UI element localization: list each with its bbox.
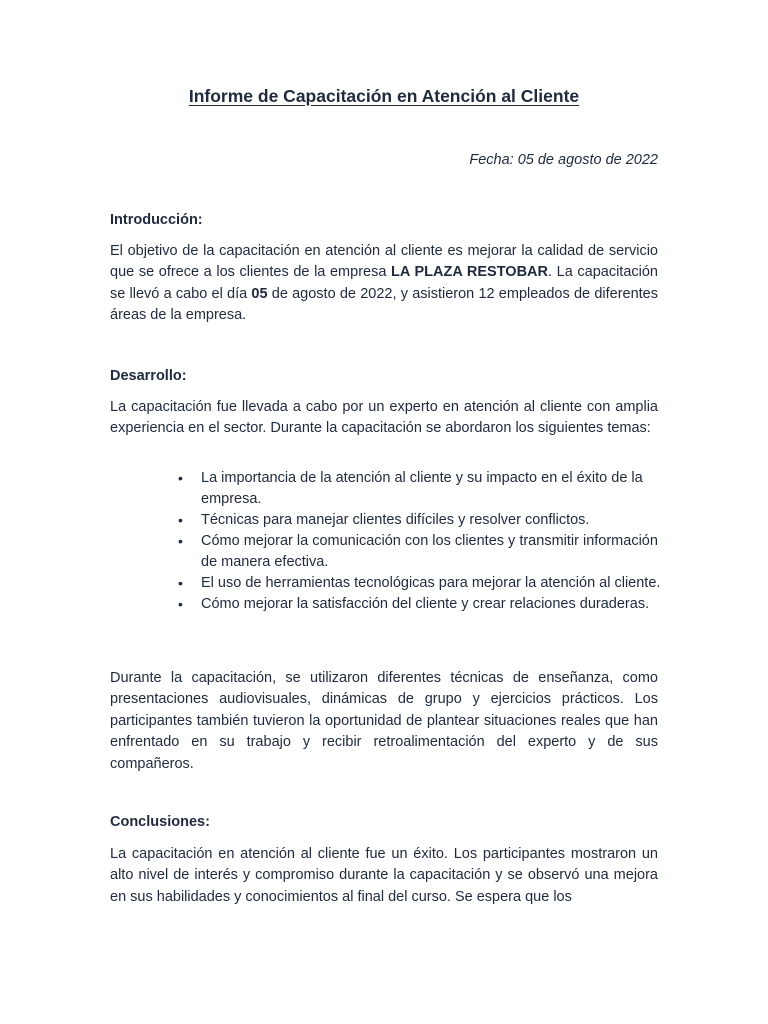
- topic-text: Técnicas para manejar clientes difíciles y resolver conflictos.: [201, 512, 590, 528]
- bullet-icon: •: [178, 470, 183, 486]
- conclusiones-heading: Conclusiones:: [110, 814, 210, 830]
- list-item: [178, 510, 668, 531]
- bullet-icon: •: [178, 575, 183, 591]
- introduccion-text-3: de agosto de 2022, y asistieron 12 empleados de diferentes áreas de la empresa.: [110, 285, 658, 324]
- bullet-icon: •: [178, 596, 183, 612]
- topic-text: El uso de herramientas tecnológicas para mejorar la atención al cliente.: [201, 575, 661, 591]
- introduccion-paragraph: [110, 241, 658, 327]
- bullet-icon: •: [178, 512, 183, 528]
- introduccion-text-1: El objetivo de la capacitación en atención al cliente es mejorar la calidad de servicio que se ofrece a los clientes de la empresa: [110, 243, 658, 281]
- conclusiones-paragraph: La capacitación en atención al cliente fue un éxito. Los participantes mostraron un alto nivel de interés y compromiso durante la capacitación y se observó una mejora en sus habilidades y conocimientos al final del curso. Se espera que los: [110, 846, 658, 905]
- training-day: 05: [251, 285, 268, 302]
- topic-text: La importancia de la atención al cliente y su impacto en el éxito de la empresa.: [201, 470, 643, 507]
- document-date: Fecha: 05 de agosto de 2022: [469, 152, 658, 168]
- list-item: [178, 594, 668, 615]
- bullet-icon: •: [178, 533, 183, 549]
- introduccion-text-2: . La capacitación se llevó a cabo el día: [110, 264, 658, 302]
- company-name: LA PLAZA RESTOBAR: [391, 264, 548, 281]
- topic-text: Cómo mejorar la comunicación con los clientes y transmitir información de manera efectiva.: [201, 533, 658, 570]
- desarrollo-intro-paragraph: La capacitación fue llevada a cabo por un experto en atención al cliente con amplia experiencia en el sector. Durante la capacitación se abordaron los siguientes temas:: [110, 399, 658, 437]
- document-title: Informe de Capacitación en Atención al Cliente: [188, 86, 580, 106]
- list-item: [178, 573, 668, 594]
- list-item: [178, 531, 668, 573]
- topics-list: [178, 468, 668, 615]
- list-item: [178, 468, 668, 510]
- desarrollo-heading: Desarrollo:: [110, 368, 187, 384]
- desarrollo-closing-paragraph: Durante la capacitación, se utilizaron diferentes técnicas de enseñanza, como presentaciones audiovisuales, dinámicas de grupo y ejercicios prácticos. Los participantes también tuvieron la oportunidad de plantear situaciones reales que han enfrentado en su trabajo y recibir retroalimentación del experto y de sus compañeros.: [110, 670, 658, 772]
- topic-text: Cómo mejorar la satisfacción del cliente y crear relaciones duraderas.: [201, 596, 650, 612]
- introduccion-heading: Introducción:: [110, 212, 203, 228]
